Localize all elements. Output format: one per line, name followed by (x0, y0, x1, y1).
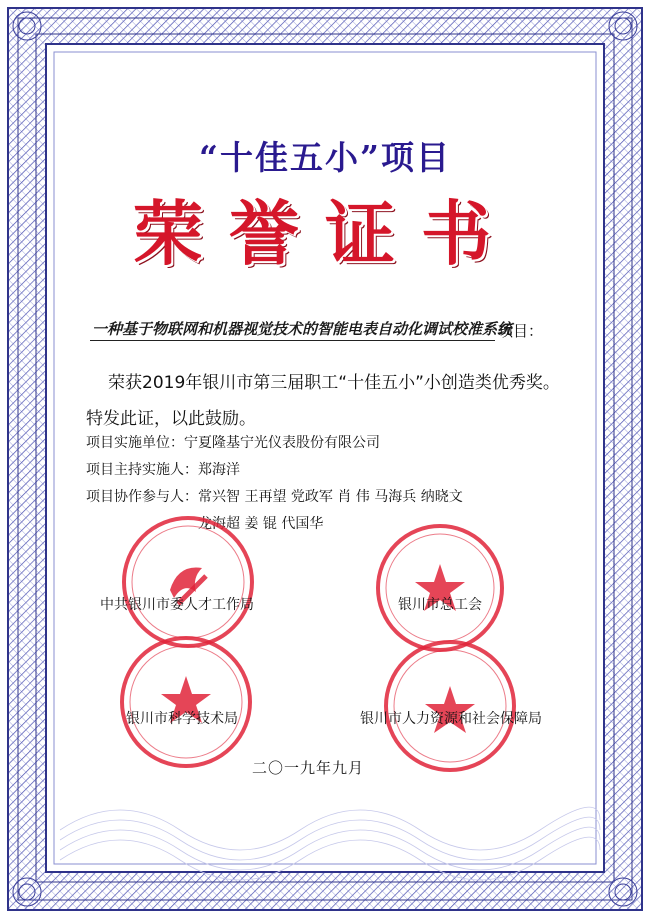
seal-hr-bureau (380, 636, 520, 776)
project-collaborators: 项目协作参与人：常兴智 王再望 党政军 肖 伟 马海兵 纳晓文 (86, 489, 463, 505)
issuer-hr-bureau: 银川市人力资源和社会保障局 (360, 711, 542, 727)
project-host: 项目主持实施人：郑海洋 (86, 462, 240, 478)
project-name: 一种基于物联网和机器视觉技术的智能电表自动化调试校准系统 (92, 320, 513, 338)
encourage-statement: 特发此证，以此鼓励。 (86, 409, 256, 429)
issuer-trade-union: 银川市总工会 (398, 597, 482, 613)
certificate-title: 荣誉证书 (133, 192, 517, 275)
certificate-header: “十佳五小”项目 (199, 138, 451, 177)
project-collaborators-continued: 龙海超 姜 锟 代国华 (198, 516, 324, 532)
issuer-science-bureau: 银川市科学技术局 (126, 711, 238, 727)
implementing-unit: 项目实施单位：宁夏隆基宁光仪表股份有限公司 (86, 435, 380, 451)
issuer-talent-bureau: 中共银川市委人才工作局 (100, 597, 254, 613)
project-suffix: 项目： (498, 322, 544, 340)
seal-talent-bureau (118, 512, 258, 652)
project-underline (90, 340, 495, 341)
seal-science-bureau (116, 632, 256, 772)
award-statement: 荣获2019年银川市第三届职工“十佳五小”小创造类优秀奖。 (108, 373, 560, 393)
issue-date: 二〇一九年九月 (252, 759, 365, 777)
